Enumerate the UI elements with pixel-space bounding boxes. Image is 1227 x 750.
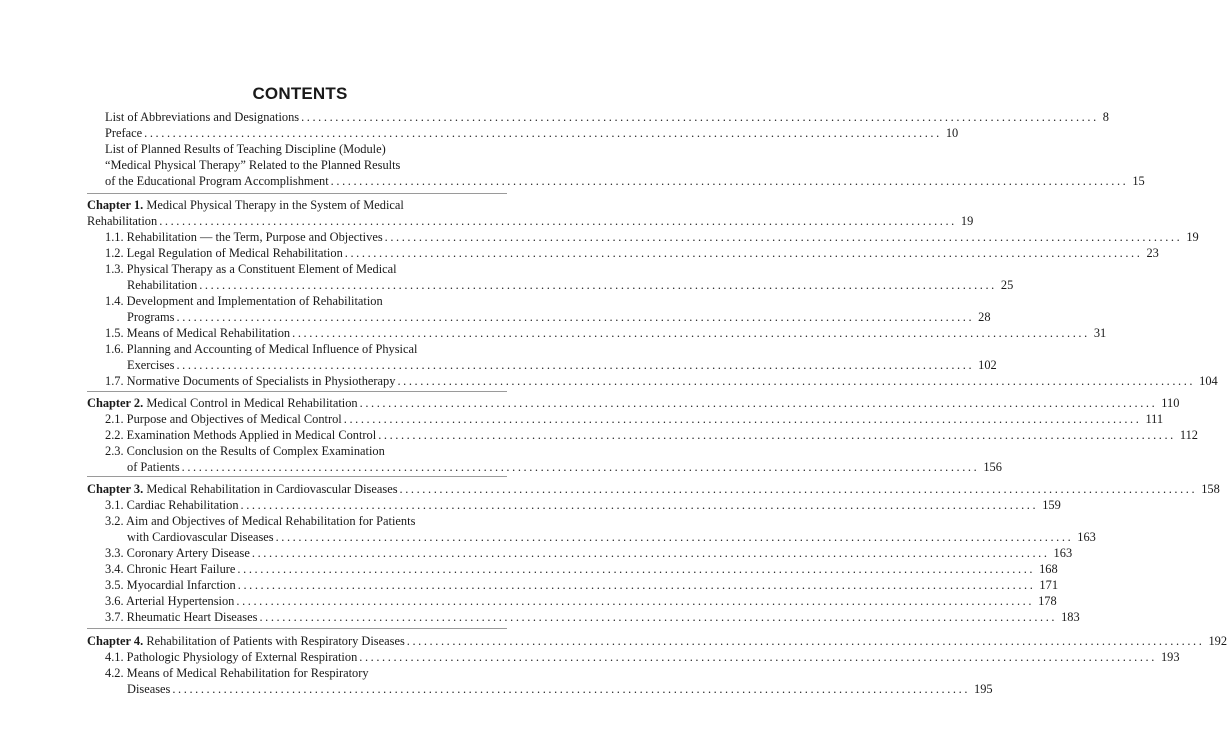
toc-entry-chapter-1[interactable]: Rehabilitation ............................................................................................................................................ 19	[87, 214, 974, 228]
leader-dots: ............................................................................................................................................	[275, 530, 1074, 544]
toc-entry-1-6-line1: 1.6. Planning and Accounting of Medical Influence of Physical	[105, 342, 418, 356]
leader-dots: ............................................................................................................................................	[159, 214, 957, 228]
toc-entry-1-5[interactable]: 1.5. Means of Medical Rehabilitation ............................................................................................................................................ 31	[105, 326, 1107, 340]
toc-entry-1-1[interactable]: 1.1. Rehabilitation — the Term, Purpose and Objectives ............................................................................................................................................ 19	[105, 230, 1199, 244]
toc-entry-4-2[interactable]: Diseases ............................................................................................................................................ 195	[127, 682, 993, 696]
page-title: CONTENTS	[252, 84, 348, 103]
leader-dots: ............................................................................................................................................	[240, 498, 1039, 512]
page-number: 111	[1145, 412, 1164, 426]
page-number: 163	[1077, 530, 1096, 544]
leader-dots: ............................................................................................................................................	[397, 374, 1196, 388]
page-number: 159	[1042, 498, 1061, 512]
toc-entry-planned-results-line2: “Medical Physical Therapy” Related to the Planned Results	[105, 158, 401, 172]
toc-entry-1-7[interactable]: 1.7. Normative Documents of Specialists in Physiotherapy ............................................................................................................................................ 104	[105, 374, 1218, 388]
toc-entry-chapter-4[interactable]: Chapter 4. Rehabilitation of Patients with Respiratory Diseases ............................................................................................................................................ 192	[87, 634, 1227, 648]
toc-entry-2-3-line1: 2.3. Conclusion on the Results of Complex Examination	[105, 444, 385, 458]
page-number: 31	[1093, 326, 1107, 340]
page-number: 163	[1053, 546, 1073, 560]
leader-dots: ............................................................................................................................................	[181, 460, 980, 474]
leader-dots: ............................................................................................................................................	[359, 396, 1158, 410]
toc-entry-1-3-line1: 1.3. Physical Therapy as a Constituent Element of Medical	[105, 262, 397, 276]
toc-entry-2-2[interactable]: 2.2. Examination Methods Applied in Medical Control ............................................................................................................................................ 112	[105, 428, 1198, 442]
leader-dots: ............................................................................................................................................	[330, 174, 1129, 188]
leader-dots: ............................................................................................................................................	[359, 650, 1157, 664]
leader-dots: ............................................................................................................................................	[344, 246, 1143, 260]
leader-dots: ............................................................................................................................................	[384, 230, 1183, 244]
leader-dots: ............................................................................................................................................	[251, 546, 1050, 560]
toc-entry-3-2-line1: 3.2. Aim and Objectives of Medical Rehabilitation for Patients	[105, 514, 416, 528]
leader-dots: ............................................................................................................................................	[236, 594, 1035, 608]
toc-entry-chapter-3[interactable]: Chapter 3. Medical Rehabilitation in Cardiovascular Diseases ............................................................................................................................................ 158	[87, 482, 1220, 496]
toc-entry-1-2[interactable]: 1.2. Legal Regulation of Medical Rehabilitation ............................................................................................................................................ 23	[105, 246, 1159, 260]
page-number: 102	[978, 358, 997, 372]
page-number: 19	[960, 214, 974, 228]
page-number: 183	[1061, 610, 1080, 624]
page-number: 10	[945, 126, 959, 140]
leader-dots: ............................................................................................................................................	[237, 578, 1036, 592]
toc-entry-3-1[interactable]: 3.1. Cardiac Rehabilitation ............................................................................................................................................ 159	[105, 498, 1061, 512]
leader-dots: ............................................................................................................................................	[199, 278, 997, 292]
page-number: 28	[978, 310, 991, 324]
chapter-label: Chapter 4.	[87, 634, 144, 648]
toc-entry-3-2[interactable]: with Cardiovascular Diseases ............................................................................................................................................ 163	[127, 530, 1096, 544]
page-number: 25	[1000, 278, 1014, 292]
leader-dots: ............................................................................................................................................	[378, 428, 1176, 442]
page-number: 15	[1132, 174, 1145, 188]
toc-entry-4-1[interactable]: 4.1. Pathologic Physiology of External Respiration ............................................................................................................................................ 193	[105, 650, 1180, 664]
toc-entry-1-4[interactable]: Programs ............................................................................................................................................ 28	[127, 310, 991, 324]
toc-entry-4-2-line1: 4.2. Means of Medical Rehabilitation for Respiratory	[105, 666, 369, 680]
chapter-1-heading-line1: Chapter 1. Medical Physical Therapy in the System of Medical	[87, 198, 404, 212]
chapter-label: Chapter 3.	[87, 482, 144, 496]
page-number: 110	[1161, 396, 1180, 410]
leader-dots: ............................................................................................................................................	[172, 682, 971, 696]
leader-dots: ............................................................................................................................................	[237, 562, 1036, 576]
toc-entry-3-3[interactable]: 3.3. Coronary Artery Disease ............................................................................................................................................ 163	[105, 546, 1073, 560]
toc-entry-2-3[interactable]: of Patients ............................................................................................................................................ 156	[127, 460, 1002, 474]
chapter-label: Chapter 2.	[87, 396, 144, 410]
toc-entry-3-4[interactable]: 3.4. Chronic Heart Failure ............................................................................................................................................ 168	[105, 562, 1058, 576]
page-number: 178	[1038, 594, 1057, 608]
leader-dots: ............................................................................................................................................	[301, 110, 1099, 124]
section-divider	[87, 476, 507, 477]
toc-entry-chapter-2[interactable]: Chapter 2. Medical Control in Medical Rehabilitation ............................................................................................................................................ 110	[87, 396, 1180, 410]
toc-entry-1-3[interactable]: Rehabilitation ............................................................................................................................................ 25	[127, 278, 1014, 292]
page-number: 195	[974, 682, 993, 696]
page-number: 23	[1146, 246, 1159, 260]
toc-entry-3-6[interactable]: 3.6. Arterial Hypertension ............................................................................................................................................ 178	[105, 594, 1057, 608]
page-number: 192	[1208, 634, 1227, 648]
leader-dots: ............................................................................................................................................	[399, 482, 1198, 496]
page-number: 112	[1179, 428, 1198, 442]
toc-entry-1-6[interactable]: Exercises ............................................................................................................................................ 102	[127, 358, 997, 372]
toc-entry-preface[interactable]: Preface ............................................................................................................................................ 10	[105, 126, 959, 140]
page-number: 104	[1199, 374, 1218, 388]
section-divider	[87, 193, 507, 194]
section-divider	[87, 628, 507, 629]
page-number: 168	[1039, 562, 1058, 576]
toc-entry-planned-results[interactable]: of the Educational Program Accomplishment ............................................................................................................................................ 15	[105, 174, 1145, 188]
leader-dots: ............................................................................................................................................	[292, 326, 1090, 340]
leader-dots: ............................................................................................................................................	[259, 610, 1058, 624]
leader-dots: ............................................................................................................................................	[144, 126, 942, 140]
leader-dots: ............................................................................................................................................	[176, 310, 975, 324]
toc-entry-planned-results-line1: List of Planned Results of Teaching Discipline (Module)	[105, 142, 386, 156]
toc-entry-1-4-line1: 1.4. Development and Implementation of Rehabilitation	[105, 294, 383, 308]
leader-dots: ............................................................................................................................................	[406, 634, 1205, 648]
page-number: 171	[1039, 578, 1059, 592]
leader-dots: ............................................................................................................................................	[343, 412, 1142, 426]
toc-entry-2-1[interactable]: 2.1. Purpose and Objectives of Medical Control ............................................................................................................................................ 111	[105, 412, 1164, 426]
toc-entry-abbreviations[interactable]: List of Abbreviations and Designations ............................................................................................................................................ 8	[105, 110, 1109, 124]
toc-entry-3-7[interactable]: 3.7. Rheumatic Heart Diseases ............................................................................................................................................ 183	[105, 610, 1080, 624]
toc-entry-3-5[interactable]: 3.5. Myocardial Infarction ............................................................................................................................................ 171	[105, 578, 1059, 592]
page-number: 19	[1186, 230, 1199, 244]
page-number: 193	[1160, 650, 1180, 664]
page-number: 8	[1102, 110, 1109, 124]
leader-dots: ............................................................................................................................................	[176, 358, 975, 372]
page-number: 158	[1201, 482, 1220, 496]
section-divider	[87, 391, 507, 392]
page-number: 156	[983, 460, 1002, 474]
chapter-label: Chapter 1.	[87, 198, 144, 212]
